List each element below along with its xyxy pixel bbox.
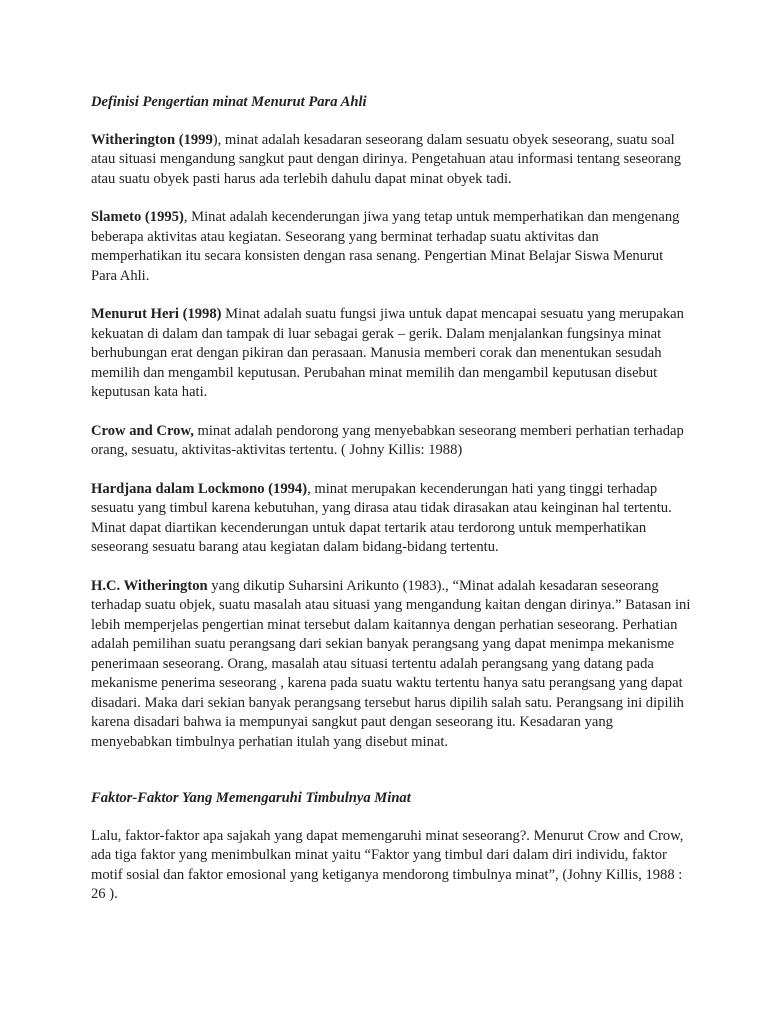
paragraph-text: minat adalah pendorong yang menyebabkan seseorang memberi perhatian terhadap orang, sesuatu, aktivitas-aktivitas tertentu. ( Johny Killis: 1988): [91, 422, 684, 458]
paragraph-text: ), minat adalah kesadaran seseorang dalam sesuatu obyek seseorang, suatu soal atau situasi mengandung sangkut paut dengan dirinya. Pengetahuan atau informasi tentang seseorang atau suatu obyek pasti harus ada terlebih dahulu dapat minat obyek tadi.: [91, 131, 682, 187]
paragraph-hardjana: [91, 480, 691, 558]
section-heading-definisi: Definisi Pengertian minat Menurut Para Ahli: [91, 94, 367, 110]
author-name: Hardjana dalam Lockmono (1994): [91, 480, 308, 497]
section-heading-faktor: Faktor-Faktor Yang Memengaruhi Timbulnya Minat: [91, 790, 411, 806]
paragraph-text: yang dikutip Suharsini Arikunto (1983)., “Minat adalah kesadaran seseorang terhadap suatu objek, suatu masalah atau situasi yang mengandung kaitan dengan dirinya.” Batasan ini lebih memperjelas pengertian minat tersebut dalam kaitannya dengan perhatian seseorang. Perhatian adalah pemilihan suatu perangsang dari sekian banyak perangsang yang dapat menimpa mekanisme penerimaan seseorang. Orang, masalah atau situasi tertentu adalah perangsang yang datang pada mekanisme penerima seseorang , karena pada suatu waktu tertentu hanya satu perangsang yang dapat disadari. Maka dari sekian banyak perangsang tersebut harus dipilih salah satu. Perangsang ini dipilih karena disadari bahwa ia mempunyai sangkut paut dengan seseorang itu. Kesadaran yang menyebabkan timbulnya perhatian itulah yang disebut minat.: [91, 577, 691, 750]
paragraph-heri: [91, 305, 691, 403]
author-name: Crow and Crow,: [91, 422, 194, 439]
paragraph-text: , Minat adalah kecenderungan jiwa yang tetap untuk memperhatikan dan mengenang beberapa aktivitas atau kegiatan. Seseorang yang berminat terhadap suatu aktivitas dan memperhatikan itu secara konsisten dengan rasa senang. Pengertian Minat Belajar Siswa Menurut Para Ahli.: [91, 209, 680, 284]
paragraph-witherington-1999: [91, 131, 691, 190]
paragraph-hc-witherington: [91, 577, 691, 753]
paragraph-text: Minat adalah suatu fungsi jiwa untuk dapat mencapai sesuatu yang merupakan kekuatan di dalam dan tampak di luar sebagai gerak – gerik. Dalam menjalankan fungsinya minat berhubungan erat dengan pikiran dan perasaan. Manusia memberi corak dan menentukan sesudah memilih dan mengambil keputusan. Perubahan minat memilih dan mengambil keputusan disebut keputusan kata hati.: [91, 306, 684, 400]
paragraph-slameto: [91, 208, 691, 286]
author-name: Slameto (1995): [91, 209, 184, 225]
paragraph-crow-and-crow: [91, 422, 691, 461]
author-name: Menurut Heri (1998): [91, 306, 222, 322]
paragraph-closing: Lalu, faktor-faktor apa sajakah yang dapat memengaruhi minat seseorang?. Menurut Crow and Crow, ada tiga faktor yang menimbulkan minat yaitu “Faktor yang timbul dari dalam diri individu, faktor motif sosial dan faktor emosional yang ketiganya mendorong timbulnya minat”, (Johny Killis, 1988 : 26 ).: [91, 827, 684, 902]
document-page: [91, 93, 691, 924]
author-name: H.C. Witherington: [91, 577, 208, 594]
paragraph-text: , minat merupakan kecenderungan hati yang tinggi terhadap sesuatu yang timbul karena kebutuhan, yang dirasa atau tidak dirasakan atau keinginan hal tertentu. Minat dapat diartikan kecenderungan untuk dapat tertarik atau terdorong untuk memperhatikan seseorang sesuatu barang atau kegiatan dalam bidang-bidang tertentu.: [91, 480, 672, 555]
author-name: Witherington (1999: [91, 131, 213, 148]
